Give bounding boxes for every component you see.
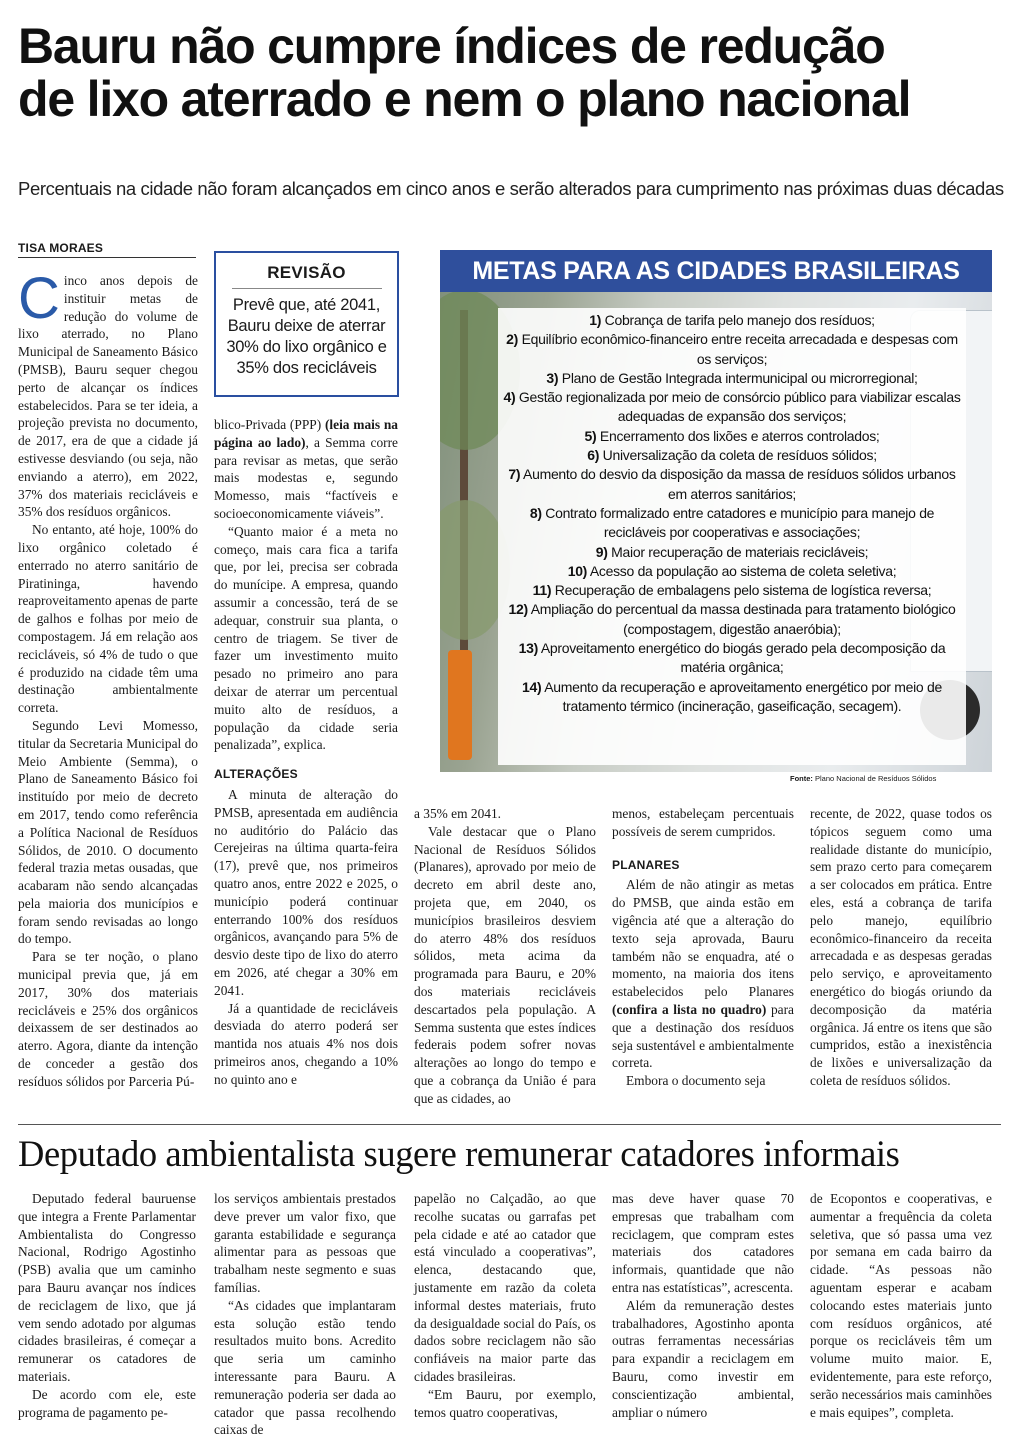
- metas-item: [498, 427, 966, 446]
- metas-item-text: Universalização da coleta de resíduos sólidos;: [599, 447, 877, 464]
- paragraph: “Quanto maior é a meta no começo, mais cara fica a tarifa que, por lei, precisa ser cobrada do munícipe. A empresa, quando assumir a concessão, terá de se adequar, construir sua planta, o centro de triagem. Se tiver de fazer um investimento muito pesado no primeiro ano para deixar de aterrar um percentual muito alto de resíduos, a população da cidade seria penalizada”, explica.: [214, 523, 398, 753]
- metas-item-number: 9): [595, 543, 608, 560]
- paragraph: recente, de 2022, quase todos os tópicos seguem como uma realidade distante do município, sem prazo certo para começarem a ser colocados em prática. Entre eles, está a cobrança de tarifa pelo manejo, equilíbrio econômico-financeiro da receita arrecadada e as despesas geradas pelo serviço, e aproveitamento energético do biogás oriundo da decomposição da matéria orgânica. Já entre os itens que são cumpridos, estão a inexistência de lixões e universalização da coleta de resíduos sólidos.: [810, 806, 992, 1088]
- metas-item: [498, 446, 966, 465]
- paragraph: los serviços ambientais prestados deve prever um valor fixo, que garanta estabilidade e segurança alimentar para as pessoas que trabalham neste segmento e suas famílias.: [214, 1191, 396, 1295]
- metas-item-number: 14): [522, 678, 542, 695]
- metas-item-text: Equilíbrio econômico-financeiro entre receita arrecadada e despesas com os serviços;: [517, 331, 958, 367]
- paragraph: Já a quantidade de recicláveis desviada do aterro poderá ser mantida nos atuais 4% nos dois primeiros anos, chegando a 10% no quinto ano e: [214, 1000, 398, 1087]
- metas-item-number: 13): [518, 640, 538, 657]
- headline-line-2: de lixo aterrado e nem o plano nacional: [18, 71, 911, 127]
- metas-infographic: [440, 250, 992, 772]
- metas-item: [498, 311, 966, 330]
- paragraph: De acordo com ele, este programa de pagamento pe-: [18, 1386, 196, 1420]
- drop-cap: C: [18, 266, 60, 331]
- worker-figure: [448, 650, 472, 760]
- paragraph: mas deve haver quase 70 empresas que trabalham com reciclagem, que compram estes materiais dos catadores informais, quantidade que não entra nas estatísticas”, acrescenta.: [612, 1191, 794, 1295]
- headline-line-1: Bauru não cumpre índices de redução: [18, 18, 885, 74]
- cross-reference: (confira a lista no quadro): [612, 1001, 767, 1017]
- paragraph: papelão no Calçadão, ao que recolhe sucatas ou garrafas pet pela cidade e até ao catador que está vinculado a cooperativas”, elenca, destacando que, justamente em razão da coleta informal destes materiais, fruto da desigualdade social do País, os dados sobre reciclagem não são confiáveis na maior parte das cidades brasileiras.: [414, 1191, 596, 1384]
- cross-reference: (leia mais na página ao lado): [214, 417, 398, 450]
- metas-item-text: Gestão regionalizada por meio de consórcio público para viabilizar escalas adequadas de expansão dos serviços;: [515, 389, 961, 425]
- paragraph: “As cidades que implantaram esta solução estão tendo resultados muito bons. Acredito que seria um caminho interessante para Bauru. A remuneração poderia ser dada ao catador que passa recolhendo caixas de: [214, 1297, 396, 1438]
- headline: [18, 20, 1008, 126]
- paragraph: A minuta de alteração do PMSB, apresentada em audiência no auditório do Palácio das Cerejeiras na última quarta-feira (17), prevê que, nos primeiros quatro anos, entre 2022 e 2025, o município poderá continuar enterrando 100% dos resíduos orgânicos, avançando para 5% de desvio deste tipo de lixo do aterro em 2026, até chegar a 30% em 2041.: [214, 786, 398, 998]
- metas-item-number: 11): [532, 582, 552, 599]
- metas-item-number: 4): [503, 389, 516, 406]
- metas-item-number: 8): [529, 504, 542, 521]
- metas-item: [498, 465, 966, 504]
- metas-list: [498, 308, 966, 765]
- metas-item-number: 6): [587, 447, 600, 464]
- deck-subtitle: Percentuais na cidade não foram alcançados em cinco anos e serão alterados para cumprimento nas próximas duas décadas: [18, 178, 1004, 199]
- metas-item-number: 10): [567, 562, 588, 579]
- metas-item-number: 5): [584, 427, 597, 444]
- article2-column-1: [18, 1190, 196, 1421]
- metas-item-number: 12): [508, 601, 528, 618]
- metas-item: [498, 369, 966, 388]
- metas-item: [498, 600, 966, 639]
- paragraph: blico-Privada (PPP) (leia mais na página ao lado), a Semma corre para revisar as metas, que serão mais modestas e, segundo Momesso, mais “factíveis e socioeconomicamente viáveis”.: [214, 417, 398, 521]
- metas-item: [498, 504, 966, 543]
- paragraph: Para se ter noção, o plano municipal previa que, já em 2017, 30% dos materiais recicláveis e 25% dos orgânicos deixassem de ser destinados ao aterro. Agora, diante da intenção de conceder a gestão dos resíduos sólidos por Parceria Pú-: [18, 949, 198, 1089]
- paragraph: Além da remuneração destes trabalhadores, Agostinho aponta outras ferramentas necessárias para expandir a reciclagem em Bauru, como investir em conscientização ambiental, ampliar o número: [612, 1297, 794, 1420]
- byline: TISA MORAES: [18, 241, 196, 258]
- paragraph: de Ecopontos e cooperativas, e aumentar a frequência da coleta seletiva, que só passa uma vez por semana em cada bairro da cidade. “As pessoas não aguentam esperar e acabam colocando estes materiais junto com resíduos orgânicos, até porque os recicláveis têm um volume muito maior. E, evidentemente, para este reforço, serão necessários mais caminhões e mais equipes”, completa.: [810, 1191, 992, 1420]
- revisao-title: REVISÃO: [267, 263, 346, 282]
- revisao-box: [214, 251, 399, 397]
- paragraph: menos, estabeleçam percentuais possíveis de serem cumpridos.: [612, 806, 794, 839]
- metas-item-text: Recuperação de embalagens pelo sistema de logística reversa;: [551, 582, 932, 599]
- metas-item-text: Maior recuperação de materiais recicláveis;: [607, 543, 869, 560]
- metas-item-number: 3): [546, 369, 559, 386]
- metas-title: METAS PARA AS CIDADES BRASILEIRAS: [440, 250, 992, 292]
- article1-column-3: [414, 805, 596, 1108]
- article1-column-2: [214, 416, 398, 1088]
- article2-column-2: [214, 1190, 396, 1439]
- metas-item-text: Plano de Gestão Integrada intermunicipal ou microrregional;: [558, 369, 918, 386]
- subhead-planares: PLANARES: [612, 857, 680, 872]
- article1-column-1: [18, 266, 198, 1091]
- paragraph: a 35% em 2041.: [414, 806, 502, 821]
- metas-item-number: 2): [506, 331, 518, 348]
- metas-item-text: Cobrança de tarifa pelo manejo dos resíduos;: [601, 312, 875, 328]
- paragraph: Cinco anos depois de instituir metas de redução do volume de lixo aterrado, no Plano Municipal de Saneamento Básico (PMSB), Bauru sequer chegou perto de alcançar os índices estabelecidos. Para se ter ideia, a projeção prevista no documento, de 2017, era de que a cidade já estivesse desviando (ou seja, não enviando a aterro), em 2022, 37% dos materiais recicláveis e 35% dos resíduos orgânicos.: [18, 266, 198, 520]
- metas-item: [498, 388, 966, 427]
- paragraph: No entanto, até hoje, 100% do lixo orgânico coletado é enterrado no aterro sanitário de Piratininga, havendo reaproveitamento apenas de parte de galhos e folhas por meio de compostagem. Já em relação aos recicláveis, só 4% de tudo o que é produzido na cidade têm uma destinação ambientalmente correta.: [18, 522, 198, 716]
- divider: [232, 288, 382, 289]
- paragraph: Segundo Levi Momesso, titular da Secretaria Municipal do Meio Ambiente (Semma), o Plano de Saneamento Básico foi instituído por meio de decreto em 2017, tendo como referência a Política Nacional de Resíduos Sólidos, de 2010. O documento federal trazia metas ousadas, que acabaram não sendo alcançadas pela maioria dos municípios e foram sendo revisadas ao longo do tempo.: [18, 717, 198, 947]
- metas-item-text: Aumento da recuperação e aproveitamento energético por meio de tratamento térmico (incineração, gaseificação, secagem).: [541, 678, 942, 714]
- source-credit: Fonte: Plano Nacional de Resíduos Sólidos: [790, 774, 937, 783]
- paragraph: Além de não atingir as metas do PMSB, que ainda estão em vigência até que a alteração do texto seja aprovada, Bauru também não se enquadra, até o momento, na maioria dos itens estabelecidos pelo Planares (confira a lista no quadro) para que a destinação dos resíduos seja sustentável e ambientalmente correta.: [612, 877, 794, 1071]
- metas-item: [498, 562, 966, 581]
- metas-item: [498, 639, 966, 678]
- metas-item-text: Aproveitamento energético do biogás gerado pela decomposição da matéria orgânica;: [538, 640, 946, 676]
- metas-item: [498, 330, 966, 369]
- article1-column-4: [612, 805, 794, 1090]
- paragraph: Vale destacar que o Plano Nacional de Resíduos Sólidos (Planares), aprovado por meio de decreto em abril deste ano, projeta que, em 2040, os municípios brasileiros desviem do aterro 48% dos resíduos sólidos, meta acima da programada para Bauru, e 20% dos materiais recicláveis descartados pela população. A Semma sustenta que estes índices federais podem sofrer novas alterações ao longo do tempo e que a cobrança da União é para que as cidades, ao: [414, 823, 596, 1106]
- metas-item-text: Encerramento dos lixões e aterros controlados;: [596, 427, 880, 444]
- metas-item-number: 1): [589, 312, 602, 328]
- paragraph: Deputado federal bauruense que integra a Frente Parlamentar Ambientalista do Congresso Nacional, Rodrigo Agostinho (PSB) avalia que um caminho para Bauru avançar nos índices de reciclagem de lixo, que já vem sendo adotado por algumas cidades brasileiras, é começar a remunerar os catadores de materiais.: [18, 1191, 196, 1384]
- metas-item-text: Aumento do desvio da disposição da massa de resíduos sólidos urbanos em aterros sanitários;: [520, 466, 956, 502]
- divider: [18, 1124, 1001, 1125]
- article2-column-5: [810, 1190, 992, 1421]
- subhead-alteracoes: ALTERAÇÕES: [214, 767, 298, 782]
- article2-column-4: [612, 1190, 794, 1421]
- paragraph: “Em Bauru, por exemplo, temos quatro cooperativas,: [414, 1386, 596, 1420]
- metas-item: [498, 543, 966, 562]
- paragraph: Embora o documento seja: [626, 1073, 766, 1089]
- metas-item: [498, 581, 966, 600]
- metas-item-text: Ampliação do percentual da massa destinada para tratamento biológico (compostagem, digestão anaeróbia);: [527, 601, 956, 637]
- revisao-text: Prevê que, até 2041, Bauru deixe de aterrar 30% do lixo orgânico e 35% dos recicláveis: [226, 296, 387, 377]
- metas-item-text: Contrato formalizado entre catadores e município para manejo de recicláveis por cooperativas e associações;: [541, 504, 935, 541]
- metas-item: [498, 678, 966, 717]
- article1-column-5: [810, 805, 992, 1090]
- metas-item-text: Acesso da população ao sistema de coleta seletiva;: [587, 562, 897, 579]
- headline-2: Deputado ambientalista sugere remunerar catadores informais: [18, 1133, 900, 1174]
- article2-column-3: [414, 1190, 596, 1421]
- metas-item-number: 7): [508, 466, 521, 483]
